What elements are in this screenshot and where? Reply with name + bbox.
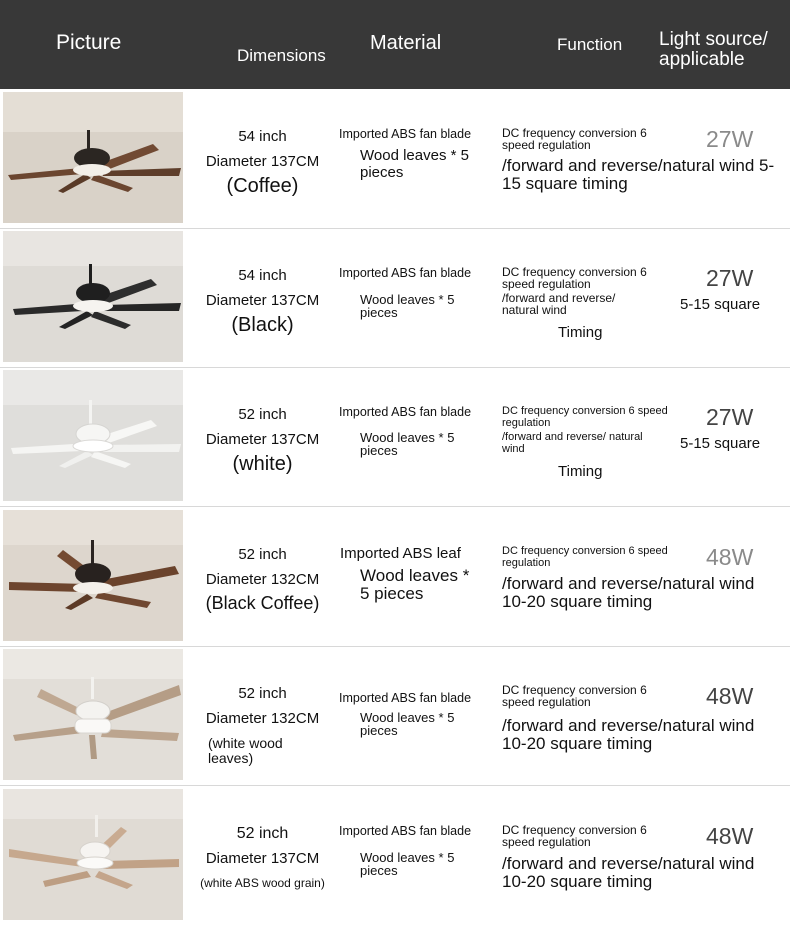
color-text: (Black Coffee) [205,593,320,613]
color-text: (white wood leaves) [208,735,283,766]
function-primary: DC frequency conversion 6 speed regulation [502,265,647,291]
table-row [0,228,790,368]
diameter-text: Diameter 132CM [205,571,320,588]
table-row [0,367,790,507]
area-text: 5-15 square [680,435,761,452]
black-fan-photo [3,231,183,362]
function-secondary: /forward and reverse/natural wind 10-20 square timing [502,574,755,611]
diameter-text: Diameter 137CM [205,431,320,448]
material-primary: Imported ABS fan blade [339,691,472,705]
wattage-text: 48W [706,823,754,849]
size-text: 52 inch [236,825,289,842]
wattage-text: 48W [706,544,754,570]
size-text: 52 inch [238,546,287,563]
wattage-text: 48W [706,683,754,709]
function-timing: Timing [558,324,603,341]
size-text: 54 inch [238,267,287,284]
white-fan-photo [3,370,183,501]
area-text: 5-15 square [680,296,761,313]
diameter-text: Diameter 137CM [205,153,320,170]
table-header [0,0,790,89]
material-secondary: Wood leaves * 5 pieces [360,850,455,878]
diameter-text: Diameter 137CM [205,850,320,867]
color-text: (white ABS wood grain) [200,876,325,890]
function-primary: DC frequency conversion 6 speed regulation [502,405,668,429]
material-primary: Imported ABS fan blade [339,405,472,419]
diameter-text: Diameter 132CM [205,710,320,727]
color-text: (Black) [231,314,294,336]
coffee-fan-photo [3,92,183,223]
function-primary: DC frequency conversion 6 speed regulation [502,545,668,569]
size-text: 52 inch [238,406,287,423]
material-secondary: Wood leaves * 5 pieces [360,147,469,181]
function-timing: Timing [558,463,603,480]
header-picture: Picture [56,31,122,54]
function-primary: DC frequency conversion 6 speed regulation [502,683,647,709]
size-text: 52 inch [238,685,287,702]
header-material: Material [370,32,442,54]
function-secondary: /forward and reverse/natural wind 10-20 square timing [502,854,755,891]
material-primary: Imported ABS fan blade [339,824,472,838]
white-abs-wood-grain-fan-photo [3,789,183,920]
function-primary: DC frequency conversion 6 speed regulation [502,126,647,152]
function-secondary: /forward and reverse/ natural wind [502,431,643,455]
material-secondary: Wood leaves * 5 pieces [360,566,470,603]
material-secondary: Wood leaves * 5 pieces [360,292,455,320]
color-text: (Coffee) [226,175,299,197]
function-secondary: /forward and reverse/natural wind 5-15 square timing [502,156,775,193]
material-secondary: Wood leaves * 5 pieces [360,430,455,458]
color-text: (white) [232,453,293,475]
diameter-text: Diameter 137CM [205,292,320,309]
material-primary: Imported ABS leaf [340,545,461,562]
table-row [0,786,790,925]
function-secondary: /forward and reverse/natural wind 10-20 square timing [502,716,755,753]
table-row [0,646,790,786]
material-secondary: Wood leaves * 5 pieces [360,710,455,738]
material-primary: Imported ABS fan blade [339,266,472,280]
table-row [0,507,790,647]
size-text: 54 inch [238,128,287,145]
header-function: Function [557,35,623,54]
white-wood-fan-photo [3,649,183,780]
wattage-text: 27W [706,404,754,430]
wattage-text: 27W [706,265,754,291]
table-row [0,89,790,229]
function-primary: DC frequency conversion 6 speed regulation [502,823,647,849]
header-dimensions: Dimensions [237,46,326,65]
header-light-source: Light source/ applicable [659,29,768,70]
material-primary: Imported ABS fan blade [339,127,472,141]
wattage-text: 27W [706,126,754,152]
black-coffee-fan-photo [3,510,183,641]
function-secondary: /forward and reverse/ natural wind [502,291,616,317]
